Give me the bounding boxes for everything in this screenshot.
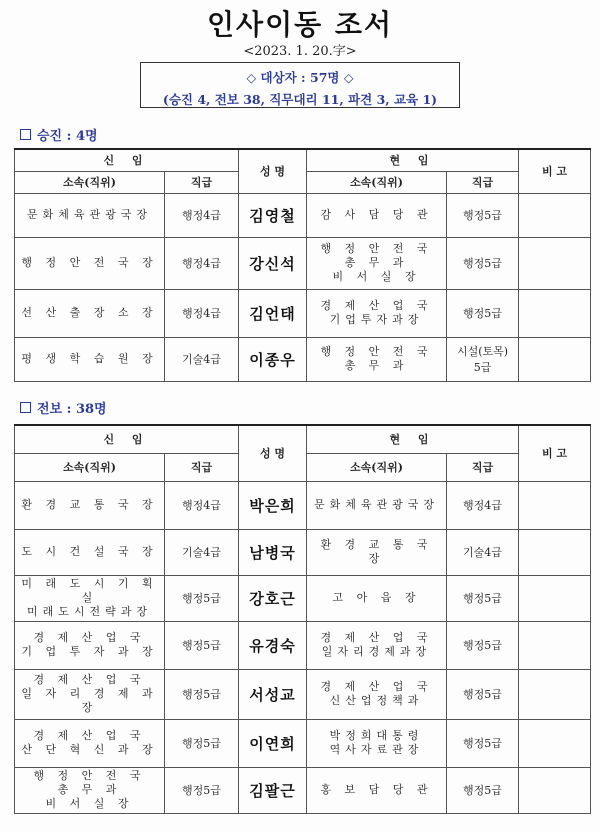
current-dept-cell: 경 제 산 업 국 일자리경제과장 xyxy=(307,621,447,669)
current-dept-cell: 문화체육관광국장 xyxy=(307,481,447,529)
new-dept-cell: 평 생 학 습 원 장 xyxy=(15,337,165,381)
current-dept-cell: 고 아 읍 장 xyxy=(307,575,447,621)
new-grade-cell: 행정4급 xyxy=(165,237,239,289)
new-dept-cell: 도 시 건 설 국 장 xyxy=(15,529,165,575)
current-dept-cell: 박정희대통령 역사자료관장 xyxy=(307,719,447,767)
new-grade-cell: 행정5급 xyxy=(165,669,239,719)
current-grade-cell: 행정5급 xyxy=(447,621,519,669)
remarks-cell xyxy=(519,529,591,575)
table-row xyxy=(15,289,591,337)
current-dept-cell: 경 제 산 업 국 신산업정책과 xyxy=(307,669,447,719)
new-dept-cell: 미 래 도 시 기 획 실 미래도시전략과장 xyxy=(15,575,165,621)
header-name: 성 명 xyxy=(239,149,307,193)
new-grade-cell: 행정5급 xyxy=(165,719,239,767)
section-transfer-heading xyxy=(20,398,107,417)
header-grade: 직급 xyxy=(165,171,239,193)
current-grade-cell: 행정5급 xyxy=(447,767,519,813)
table-row xyxy=(15,337,591,381)
promotion-table xyxy=(14,148,591,382)
current-dept-cell: 환 경 교 통 국 장 xyxy=(307,529,447,575)
section-promotion-heading xyxy=(20,125,98,144)
new-dept-cell: 행 정 안 전 국 장 xyxy=(15,237,165,289)
table-row xyxy=(15,621,591,669)
transfer-table xyxy=(14,424,591,814)
current-grade-cell: 행정4급 xyxy=(447,481,519,529)
table-row xyxy=(15,767,591,813)
section-title: 승진 : 4명 xyxy=(37,129,98,144)
current-dept-cell: 행 정 안 전 국 총 무 과 비 서 실 장 xyxy=(307,237,447,289)
employee-name: 김영철 xyxy=(239,193,307,237)
remarks-cell xyxy=(519,481,591,529)
table-row xyxy=(15,481,591,529)
new-grade-cell: 기술4급 xyxy=(165,529,239,575)
table-row xyxy=(15,575,591,621)
header-grade: 직급 xyxy=(447,171,519,193)
table-row xyxy=(15,719,591,767)
header-new-post: 신 임 xyxy=(15,425,239,453)
employee-name: 유경숙 xyxy=(239,621,307,669)
header-dept: 소속(직위) xyxy=(15,453,165,481)
checkbox-square-icon xyxy=(20,129,31,140)
header-current-post: 현 임 xyxy=(307,425,519,453)
new-grade-cell: 행정5급 xyxy=(165,575,239,621)
header-dept: 소속(직위) xyxy=(15,171,165,193)
checkbox-square-icon xyxy=(20,402,31,413)
new-dept-cell: 경 제 산 업 국 일 자 리 경 제 과 장 xyxy=(15,669,165,719)
employee-name: 강호근 xyxy=(239,575,307,621)
employee-name: 김언태 xyxy=(239,289,307,337)
new-dept-cell: 행 정 안 전 국 총 무 과 비 서 실 장 xyxy=(15,767,165,813)
employee-name: 강신석 xyxy=(239,237,307,289)
table-row xyxy=(15,193,591,237)
section-title: 전보 : 38명 xyxy=(37,402,107,417)
employee-name: 이종우 xyxy=(239,337,307,381)
header-current-post: 현 임 xyxy=(307,149,519,171)
current-grade-cell: 행정5급 xyxy=(447,719,519,767)
current-grade-cell: 기술4급 xyxy=(447,529,519,575)
current-grade-cell: 행정5급 xyxy=(447,193,519,237)
header-dept: 소속(직위) xyxy=(307,171,447,193)
new-grade-cell: 행정4급 xyxy=(165,481,239,529)
employee-name: 이연희 xyxy=(239,719,307,767)
header-dept: 소속(직위) xyxy=(307,453,447,481)
current-dept-cell: 감 사 담 당 관 xyxy=(307,193,447,237)
current-dept-cell: 행 정 안 전 국 총 무 과 xyxy=(307,337,447,381)
new-dept-cell: 경 제 산 업 국 기 업 투 자 과 장 xyxy=(15,621,165,669)
new-grade-cell: 기술4급 xyxy=(165,337,239,381)
header-remarks: 비 고 xyxy=(519,425,591,481)
new-dept-cell: 문화체육관광국장 xyxy=(15,193,165,237)
remarks-cell xyxy=(519,767,591,813)
current-dept-cell: 경 제 산 업 국 기업투자과장 xyxy=(307,289,447,337)
new-grade-cell: 행정4급 xyxy=(165,289,239,337)
employee-name: 남병국 xyxy=(239,529,307,575)
employee-name: 김팔근 xyxy=(239,767,307,813)
current-grade-cell: 행정5급 xyxy=(447,237,519,289)
remarks-cell xyxy=(519,575,591,621)
new-grade-cell: 행정5급 xyxy=(165,621,239,669)
header-grade: 직급 xyxy=(165,453,239,481)
current-grade-cell: 행정5급 xyxy=(447,575,519,621)
new-dept-cell: 선 산 출 장 소 장 xyxy=(15,289,165,337)
current-dept-cell: 홍 보 담 당 관 xyxy=(307,767,447,813)
employee-name: 박은희 xyxy=(239,481,307,529)
header-new-post: 신 임 xyxy=(15,149,239,171)
remarks-cell xyxy=(519,193,591,237)
new-grade-cell: 행정4급 xyxy=(165,193,239,237)
new-dept-cell: 환 경 교 통 국 장 xyxy=(15,481,165,529)
remarks-cell xyxy=(519,621,591,669)
remarks-cell xyxy=(519,669,591,719)
current-grade-cell: 시설(토목) 5급 xyxy=(447,337,519,381)
remarks-cell xyxy=(519,237,591,289)
document-date: <2023. 1. 20.字> xyxy=(243,44,357,59)
summary-target-count: ◇ 대상자 : 57명 ◇ xyxy=(246,70,354,85)
document-title: 인사이동 조서 xyxy=(206,8,394,41)
table-row xyxy=(15,237,591,289)
summary-box xyxy=(140,62,460,108)
header-grade: 직급 xyxy=(447,453,519,481)
new-dept-cell: 경 제 산 업 국 산 단 혁 신 과 장 xyxy=(15,719,165,767)
current-grade-cell: 행정5급 xyxy=(447,289,519,337)
summary-breakdown: (승진 4, 전보 38, 직무대리 11, 파견 3, 교육 1) xyxy=(162,92,438,107)
remarks-cell xyxy=(519,289,591,337)
current-grade-cell: 행정5급 xyxy=(447,669,519,719)
table-row xyxy=(15,669,591,719)
remarks-cell xyxy=(519,337,591,381)
table-row xyxy=(15,529,591,575)
remarks-cell xyxy=(519,719,591,767)
employee-name: 서성교 xyxy=(239,669,307,719)
header-name: 성 명 xyxy=(239,425,307,481)
new-grade-cell: 행정5급 xyxy=(165,767,239,813)
header-remarks: 비 고 xyxy=(519,149,591,193)
